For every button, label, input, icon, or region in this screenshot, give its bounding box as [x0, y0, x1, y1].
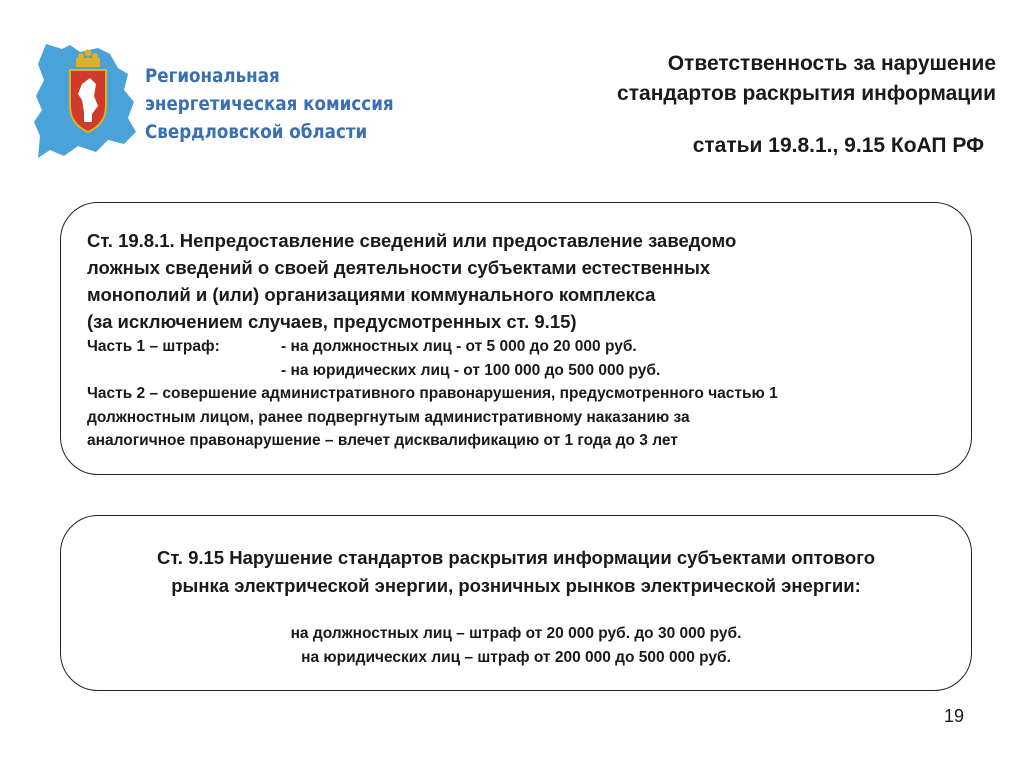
article-19-8-1-box [60, 202, 972, 475]
region-map-logo [32, 40, 142, 165]
part1-row-officials [87, 335, 971, 359]
org-name-line: Региональная [145, 65, 280, 87]
slide-title-line: Ответственность за нарушение [667, 52, 996, 75]
article-heading-line: Ст. 9.15 Нарушение стандартов раскрытия информации субъектами оптового [157, 547, 875, 568]
article-heading-line: ложных сведений о своей деятельности субъектами естественных [87, 257, 711, 278]
slide-title [617, 49, 996, 109]
org-name-line: Свердловской области [145, 121, 368, 143]
article-9-15-box [60, 515, 972, 691]
part2-line: должностным лицом, ранее подвергнутым административному наказанию за [87, 408, 690, 426]
part1-fine-officials: - на должностных лиц - от 5 000 до 20 000 руб. [281, 338, 637, 355]
article-heading-line: рынка электрической энергии, розничных рынков электрической энергии: [171, 575, 861, 596]
part2-line: Часть 2 – совершение административного правонарушения, предусмотренного частью 1 [87, 385, 778, 402]
article-heading-line: Ст. 19.8.1. Непредоставление сведений или предоставление заведомо [87, 230, 737, 251]
fine-legal: на юридических лиц – штраф от 200 000 до 500 000 руб. [301, 649, 731, 666]
fine-officials: на должностных лиц – штраф от 20 000 руб. до 30 000 руб. [290, 625, 742, 642]
slide-title-line: стандартов раскрытия информации [617, 82, 996, 105]
part2-line: аналогичное правонарушение – влечет дисквалификацию от 1 года до 3 лет [87, 432, 678, 449]
article-9-15-fines [61, 622, 971, 670]
article-heading-line: (за исключением случаев, предусмотренных ст. 9.15) [87, 311, 577, 332]
article-9-15-heading [61, 544, 971, 600]
part1-label: Часть 1 – штраф: [87, 338, 220, 355]
organization-name [145, 62, 394, 146]
article-heading-line: монополий и (или) организациями коммунального комплекса [87, 284, 656, 305]
articles-subtitle: статьи 19.8.1., 9.15 КоАП РФ [692, 134, 984, 157]
part1-row-legal [87, 359, 971, 383]
part1-fine-legal: - на юридических лиц - от 100 000 до 500 000 руб. [281, 361, 661, 379]
page-number: 19 [943, 706, 964, 726]
org-name-line: энергетическая комиссия [145, 93, 394, 115]
